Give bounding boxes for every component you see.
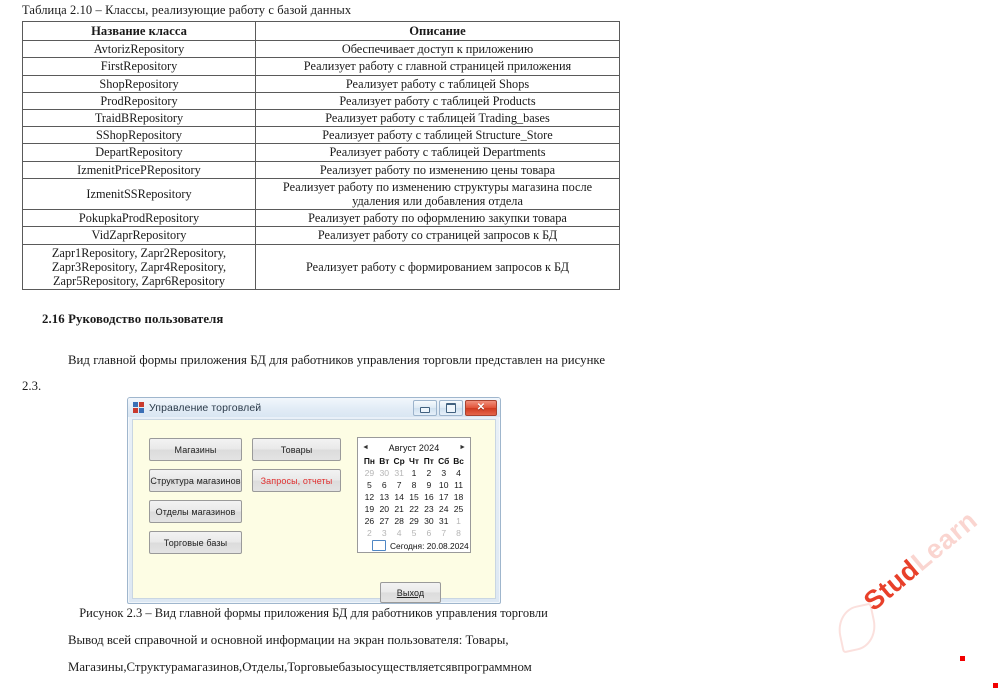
table-header-row (23, 22, 620, 41)
window-title: Управление торговлей (149, 401, 262, 414)
calendar-day[interactable]: 18 (453, 492, 464, 502)
cell-description: Реализует работу с главной страницей приложения (256, 58, 620, 75)
column-header-class-name: Название класса (23, 22, 256, 41)
section-heading: 2.16 Руководство пользователя (42, 312, 224, 326)
structure-button[interactable]: Структура магазинов (149, 469, 242, 492)
window-controls (413, 400, 497, 416)
table-row (23, 161, 620, 178)
calendar-day[interactable]: 5 (411, 528, 417, 538)
calendar-day[interactable]: 4 (456, 468, 461, 478)
calendar-day[interactable]: 27 (379, 516, 390, 526)
cell-description: Реализует работу с таблицей Shops (256, 75, 620, 92)
calendar-day[interactable]: 31 (394, 468, 404, 478)
calendar-day[interactable]: 16 (424, 492, 434, 502)
calendar-day[interactable]: 2 (426, 468, 432, 478)
calendar-day-name: Пн (363, 456, 375, 466)
cell-class-name: ShopRepository (23, 75, 256, 92)
form-body (132, 419, 496, 599)
paragraph-intro: Вид главной формы приложения БД для работников управления торговли представлен на рисунке 2.3. (22, 353, 605, 393)
paragraph-word: осуществляется (364, 660, 452, 674)
calendar-day[interactable]: 23 (424, 504, 434, 514)
table-row (23, 110, 620, 127)
month-calendar[interactable] (357, 437, 471, 553)
watermark-text-primary: Stud (858, 553, 925, 617)
calendar-today-row[interactable] (358, 539, 470, 551)
cell-description: Реализует работу с таблицей Products (256, 92, 620, 109)
departments-button[interactable]: Отделы магазинов (149, 500, 242, 523)
maximize-button[interactable] (439, 400, 463, 416)
calendar-day[interactable]: 2 (367, 528, 372, 538)
table-row (23, 178, 620, 209)
app-window-screenshot (127, 397, 501, 604)
cell-description: Реализует работу по изменению структуры магазина после удаления или добавления отдела (256, 178, 620, 209)
cell-description: Реализует работу по изменению цены товара (256, 161, 620, 178)
cell-class-name: IzmenitSSRepository (23, 178, 256, 209)
cell-class-name: PokupkaProdRepository (23, 210, 256, 227)
paragraph-word: базы (338, 660, 365, 674)
table-row (23, 227, 620, 244)
table-row (23, 92, 620, 109)
maximize-icon (446, 403, 456, 413)
close-icon: ✕ (476, 402, 486, 413)
watermark (838, 504, 1000, 648)
calendar-day[interactable]: 31 (438, 516, 449, 526)
minimize-button[interactable] (413, 400, 437, 416)
cell-description: Реализует работу с таблицей Departments (256, 144, 620, 161)
calendar-day[interactable]: 13 (379, 492, 390, 502)
table-row (23, 244, 620, 290)
paragraph-word: Отделы, (242, 660, 288, 674)
watermark-dot (993, 683, 998, 688)
column-header-description: Описание (256, 22, 620, 41)
paragraph-word: Магазины, (68, 660, 127, 674)
calendar-day[interactable]: 1 (456, 516, 461, 526)
calendar-day-name: Пт (423, 456, 434, 466)
calendar-day[interactable]: 12 (364, 492, 375, 502)
calendar-day[interactable]: 30 (379, 468, 390, 478)
watermark-dot (960, 656, 965, 661)
paragraph-line-2 (22, 654, 605, 681)
watermark-text-secondary: Learn (905, 504, 984, 577)
cell-class-name: IzmenitPricePRepository (23, 161, 256, 178)
cell-description: Обеспечивает доступ к приложению (256, 41, 620, 58)
paragraph-word: программном (457, 660, 532, 674)
calendar-day[interactable]: 4 (396, 528, 402, 538)
calendar-grid[interactable] (358, 456, 470, 539)
cell-class-name: SShopRepository (23, 127, 256, 144)
calendar-day[interactable]: 7 (441, 528, 447, 538)
calendar-day[interactable]: 26 (364, 516, 375, 526)
paragraph-line-1: Вывод всей справочной и основной информации на экран пользователя: Товары, (68, 633, 509, 647)
calendar-day-name: Вс (453, 456, 464, 466)
table-row (23, 75, 620, 92)
today-swatch-icon (372, 540, 386, 551)
cell-class-name: TraidBRepository (23, 110, 256, 127)
table-row (23, 58, 620, 75)
paragraph-word: в (451, 660, 458, 674)
calendar-prev-icon[interactable]: ◄ (362, 444, 369, 451)
cell-description: Реализует работу с таблицей Structure_Store (256, 127, 620, 144)
calendar-day[interactable]: 28 (394, 516, 404, 526)
calendar-day-name: Сб (438, 456, 450, 466)
table-row (23, 41, 620, 58)
calendar-day[interactable]: 8 (456, 528, 461, 538)
calendar-day[interactable]: 24 (438, 504, 449, 514)
cell-class-name: VidZaprRepository (23, 227, 256, 244)
today-label: Сегодня: 20.08.2024 (390, 540, 469, 551)
calendar-day[interactable]: 9 (426, 480, 432, 490)
shops-button[interactable]: Магазины (149, 438, 242, 461)
calendar-day[interactable]: 6 (426, 528, 432, 538)
cell-description: Реализует работу с таблицей Trading_bases (256, 110, 620, 127)
cell-class-name: FirstRepository (23, 58, 256, 75)
calendar-day-name: Вт (379, 456, 390, 466)
table-caption: Таблица 2.10 – Классы, реализующие работу с базой данных (22, 3, 352, 17)
calendar-next-icon[interactable]: ► (459, 444, 466, 451)
table-row (23, 210, 620, 227)
paragraph-word: Структура (126, 660, 184, 674)
calendar-day[interactable]: 15 (409, 492, 419, 502)
window-titlebar (128, 398, 500, 417)
table-row (23, 127, 620, 144)
calendar-day[interactable]: 5 (367, 480, 372, 490)
table-body (23, 41, 620, 290)
calendar-day-name: Ср (393, 456, 405, 466)
calendar-day[interactable]: 14 (394, 492, 404, 502)
calendar-day[interactable]: 19 (364, 504, 375, 514)
calendar-day[interactable]: 3 (381, 528, 387, 538)
calendar-day[interactable]: 6 (381, 480, 387, 490)
cell-class-name: AvtorizRepository (23, 41, 256, 58)
exit-button-label: Выход (396, 587, 425, 598)
cell-description: Реализует работу со страницей запросов к БД (256, 227, 620, 244)
exit-button[interactable] (380, 582, 441, 603)
watermark-text (858, 505, 984, 617)
calendar-day-name: Чт (408, 456, 419, 466)
calendar-day[interactable]: 8 (411, 480, 417, 490)
calendar-day[interactable]: 30 (424, 516, 434, 526)
table-row (23, 144, 620, 161)
paragraph-word: Торговые (287, 660, 339, 674)
cell-class-name: Zapr1Repository, Zapr2Repository, Zapr3Repository, Zapr4Repository, Zapr5Repository, Zapr6Repository (23, 244, 256, 290)
calendar-day[interactable]: 10 (438, 480, 449, 490)
cell-class-name: DepartRepository (23, 144, 256, 161)
calendar-day[interactable]: 7 (396, 480, 402, 490)
calendar-day[interactable]: 11 (454, 480, 464, 490)
reports-button[interactable]: Запросы, отчеты (252, 469, 341, 492)
calendar-day[interactable]: 21 (394, 504, 404, 514)
calendar-day[interactable]: 25 (453, 504, 464, 514)
calendar-day[interactable]: 3 (441, 468, 447, 478)
minimize-icon (420, 407, 430, 413)
calendar-day[interactable]: 22 (409, 504, 419, 514)
watermark-leaf-icon (834, 603, 880, 654)
paragraph-word: магазинов, (183, 660, 243, 674)
cell-description: Реализует работу по оформлению закупки товара (256, 210, 620, 227)
calendar-day-selected[interactable]: 20 (377, 503, 392, 515)
cell-class-name: ProdRepository (23, 92, 256, 109)
calendar-header (358, 440, 470, 456)
calendar-day[interactable]: 29 (364, 468, 375, 478)
calendar-title: Август 2024 (388, 443, 440, 453)
classes-table (22, 21, 620, 290)
calendar-day[interactable]: 29 (409, 516, 419, 526)
close-button[interactable] (465, 400, 497, 416)
trading-bases-button[interactable]: Торговые базы (149, 531, 242, 554)
calendar-day[interactable]: 17 (438, 492, 449, 502)
figure-caption: Рисунок 2.3 – Вид главной формы приложения БД для работников управления торговли (79, 606, 548, 620)
calendar-day[interactable]: 1 (411, 468, 417, 478)
cell-description: Реализует работу с формированием запросов к БД (256, 244, 620, 290)
paragraph-after-figure (22, 627, 605, 681)
winforms-icon (133, 402, 144, 413)
goods-button[interactable]: Товары (252, 438, 341, 461)
